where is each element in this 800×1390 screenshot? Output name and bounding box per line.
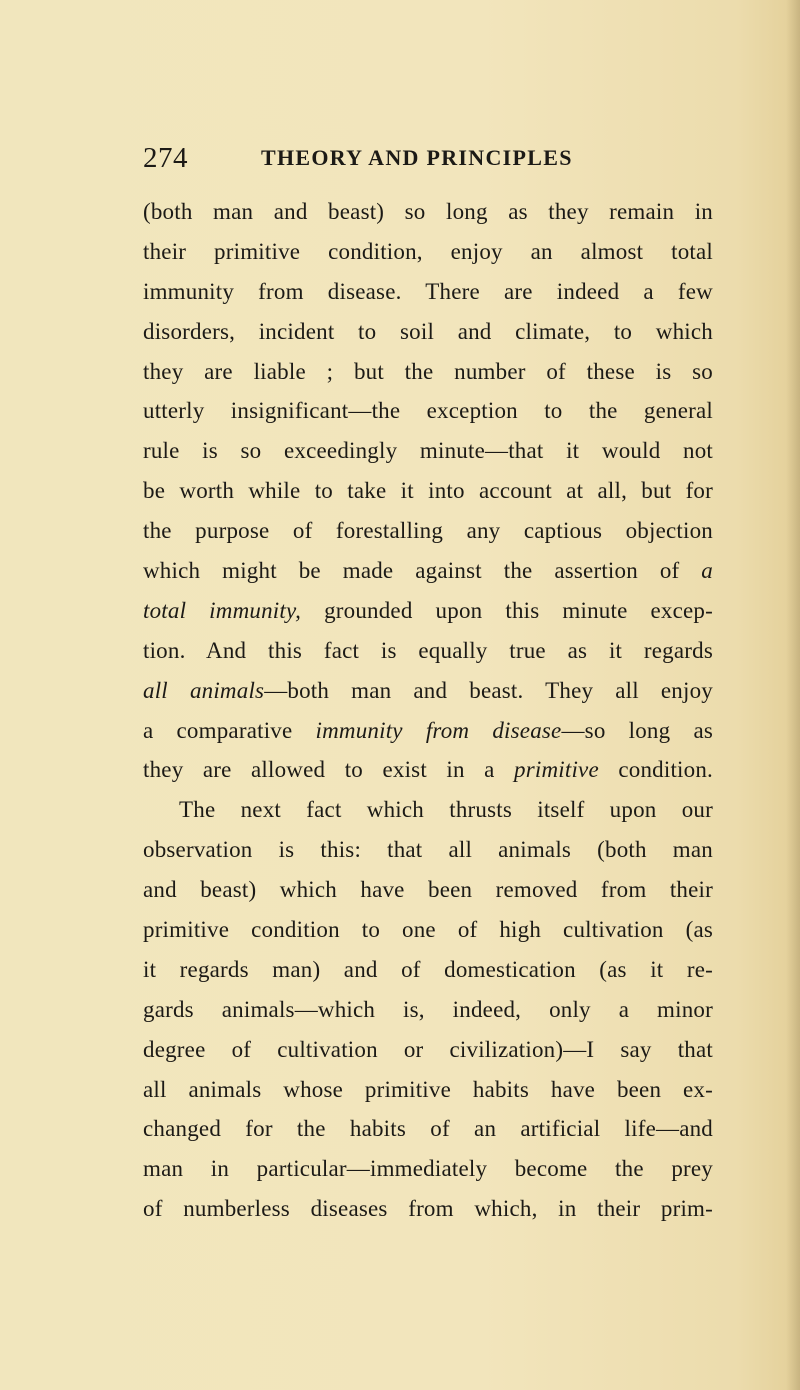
page-number: 274 bbox=[143, 142, 188, 174]
text-segment: tion. And this fact is equally true as it regards bbox=[143, 637, 713, 663]
text-segment: degree of cultivation or civilization)—I say that bbox=[143, 1036, 713, 1062]
italic-text: all animals bbox=[143, 677, 265, 703]
text-segment: the purpose of forestalling any captious objection bbox=[143, 518, 713, 544]
text-segment: condition. bbox=[598, 757, 713, 783]
text-line bbox=[143, 471, 713, 511]
body-text bbox=[143, 192, 713, 1229]
text-segment: —so long as bbox=[561, 717, 714, 743]
text-segment: The next fact which thrusts itself upon our bbox=[179, 797, 713, 823]
text-line bbox=[143, 711, 713, 751]
text-line bbox=[143, 431, 713, 471]
text-segment: a comparative bbox=[143, 717, 316, 743]
text-line bbox=[143, 910, 713, 950]
text-line bbox=[143, 1149, 713, 1189]
page-edge-shadow bbox=[786, 0, 800, 1390]
text-line bbox=[143, 870, 713, 910]
italic-text: a bbox=[701, 558, 713, 584]
text-line bbox=[143, 551, 713, 591]
italic-text: primitive bbox=[514, 757, 599, 783]
text-segment: primitive condition to one of high cultivation (as bbox=[143, 917, 713, 943]
text-line bbox=[143, 391, 713, 431]
text-segment: their primitive condition, enjoy an almost total bbox=[143, 238, 713, 264]
text-segment: gards animals—which is, indeed, only a minor bbox=[143, 996, 713, 1022]
text-segment: rule is so exceedingly minute—that it would not bbox=[143, 438, 713, 464]
text-line bbox=[143, 830, 713, 870]
text-segment: grounded upon this minute excep- bbox=[301, 597, 713, 623]
italic-text: immunity from disease bbox=[315, 717, 562, 743]
text-line bbox=[143, 671, 713, 711]
text-segment: —both man and beast. They all enjoy bbox=[264, 677, 713, 703]
italic-text: total immunity, bbox=[143, 597, 302, 623]
text-line bbox=[143, 750, 713, 790]
text-segment: man in particular—immediately become the prey bbox=[143, 1156, 713, 1182]
page-header bbox=[143, 140, 703, 176]
text-segment: immunity from disease. There are indeed a few bbox=[143, 278, 713, 304]
text-line bbox=[143, 232, 713, 272]
text-line bbox=[143, 1070, 713, 1110]
text-segment: changed for the habits of an artificial life—and bbox=[143, 1116, 713, 1142]
text-line bbox=[143, 1189, 713, 1229]
text-line bbox=[143, 790, 713, 830]
text-line bbox=[143, 1109, 713, 1149]
running-head: THEORY AND PRINCIPLES bbox=[261, 145, 573, 170]
text-segment: (both man and beast) so long as they remain in bbox=[143, 199, 713, 224]
text-segment: disorders, incident to soil and climate, to which bbox=[143, 318, 713, 344]
text-line bbox=[143, 352, 713, 392]
text-segment: they are liable ; but the number of these is so bbox=[143, 358, 713, 384]
text-line bbox=[143, 631, 713, 671]
text-segment: they are allowed to exist in a bbox=[143, 757, 515, 783]
text-segment: utterly insignificant—the exception to the general bbox=[143, 398, 713, 424]
text-line bbox=[143, 272, 713, 312]
text-line bbox=[143, 1030, 713, 1070]
text-segment: it regards man) and of domestication (as it re- bbox=[143, 956, 713, 982]
text-segment: observation is this: that all animals (both man bbox=[143, 837, 713, 863]
text-segment: which might be made against the assertion of bbox=[143, 558, 702, 584]
text-line bbox=[143, 192, 713, 232]
text-segment: all animals whose primitive habits have been ex- bbox=[143, 1076, 713, 1102]
text-line bbox=[143, 312, 713, 352]
text-line bbox=[143, 511, 713, 551]
text-segment: and beast) which have been removed from their bbox=[143, 877, 713, 903]
text-line bbox=[143, 591, 713, 631]
text-line bbox=[143, 990, 713, 1030]
text-segment: of numberless diseases from which, in their prim- bbox=[143, 1196, 713, 1222]
text-line bbox=[143, 950, 713, 990]
text-segment: be worth while to take it into account at all, but for bbox=[143, 478, 713, 504]
